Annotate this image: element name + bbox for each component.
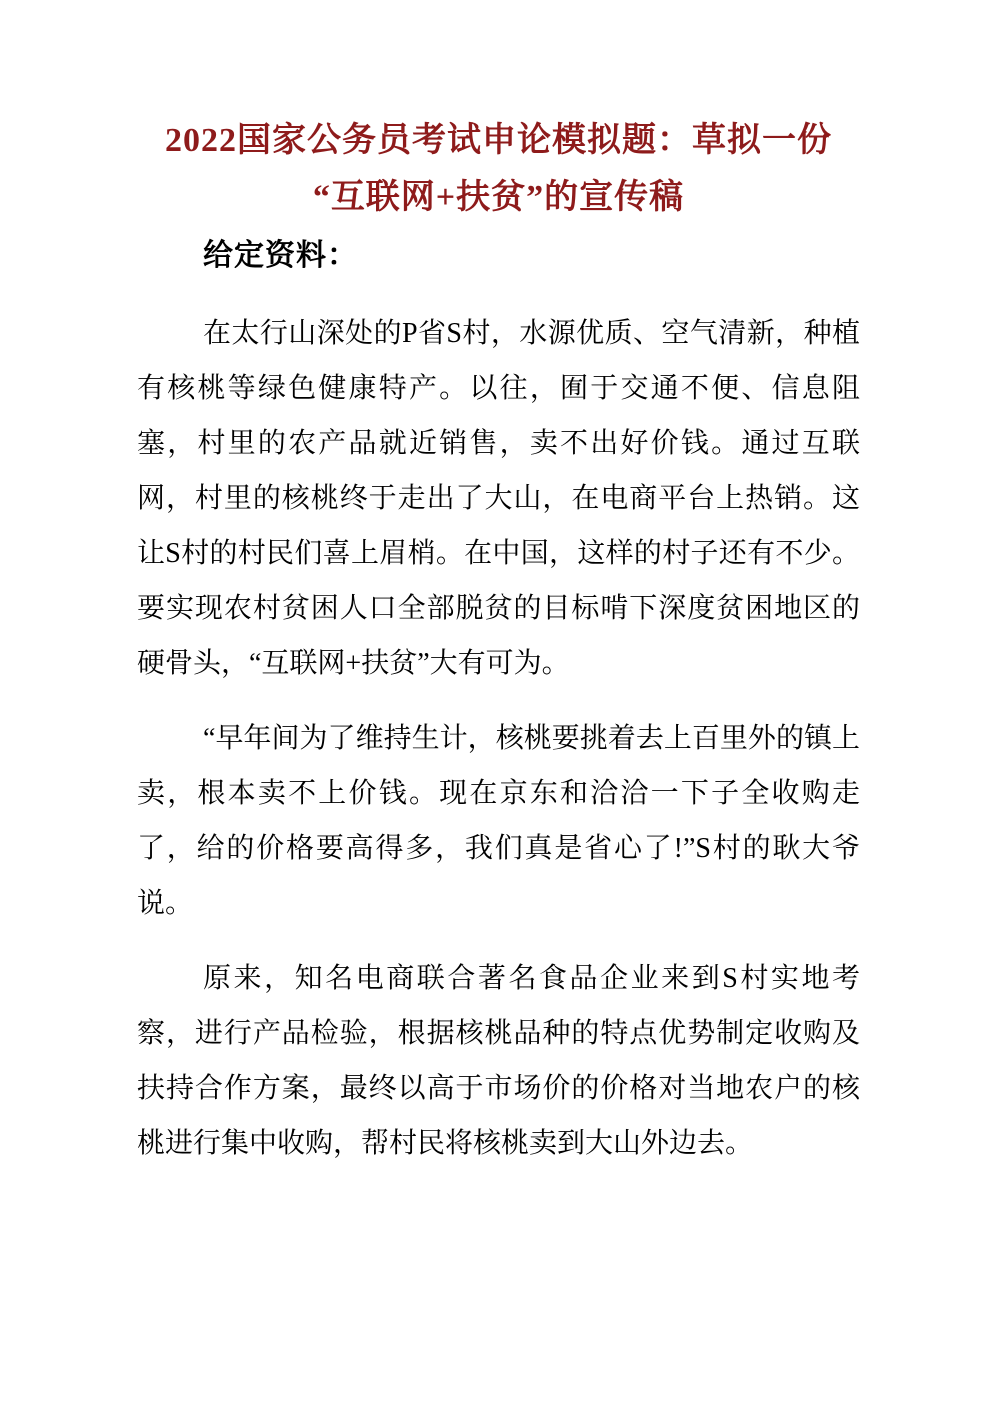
document-title-line-1: 2022国家公务员考试申论模拟题：草拟一份 — [165, 122, 832, 159]
document-title-line-2: “互联网+扶贫”的宣传稿 — [312, 179, 685, 216]
paragraph-3: 原来，知名电商联合著名食品企业来到S村实地考察，进行产品检验，根据核桃品种的特点优势制定收购及扶持合作方案，最终以高于市场价的价格对当地农户的核桃进行集中收购，帮村民将核桃卖到大山外边去。 — [137, 963, 860, 1159]
paragraph-2: “早年间为了维持生计，核桃要挑着去上百里外的镇上卖，根本卖不上价钱。现在京东和洽洽一下子全收购走了，给的价格要高得多，我们真是省心了!”S村的耿大爷说。 — [137, 723, 860, 919]
section-heading-given-materials: 给定资料： — [203, 239, 358, 272]
document-title — [137, 112, 860, 226]
paragraph-1: 在太行山深处的P省S村，水源优质、空气清新，种植有核桃等绿色健康特产。以往，囿于交通不便、信息阻塞，村里的农产品就近销售，卖不出好价钱。通过互联网，村里的核桃终于走出了大山，在电商平台上热销。这让S村的村民们喜上眉梢。在中国，这样的村子还有不少。要实现农村贫困人口全部脱贫的目标啃下深度贫困地区的硬骨头，“互联网+扶贫”大有可为。 — [137, 318, 860, 679]
